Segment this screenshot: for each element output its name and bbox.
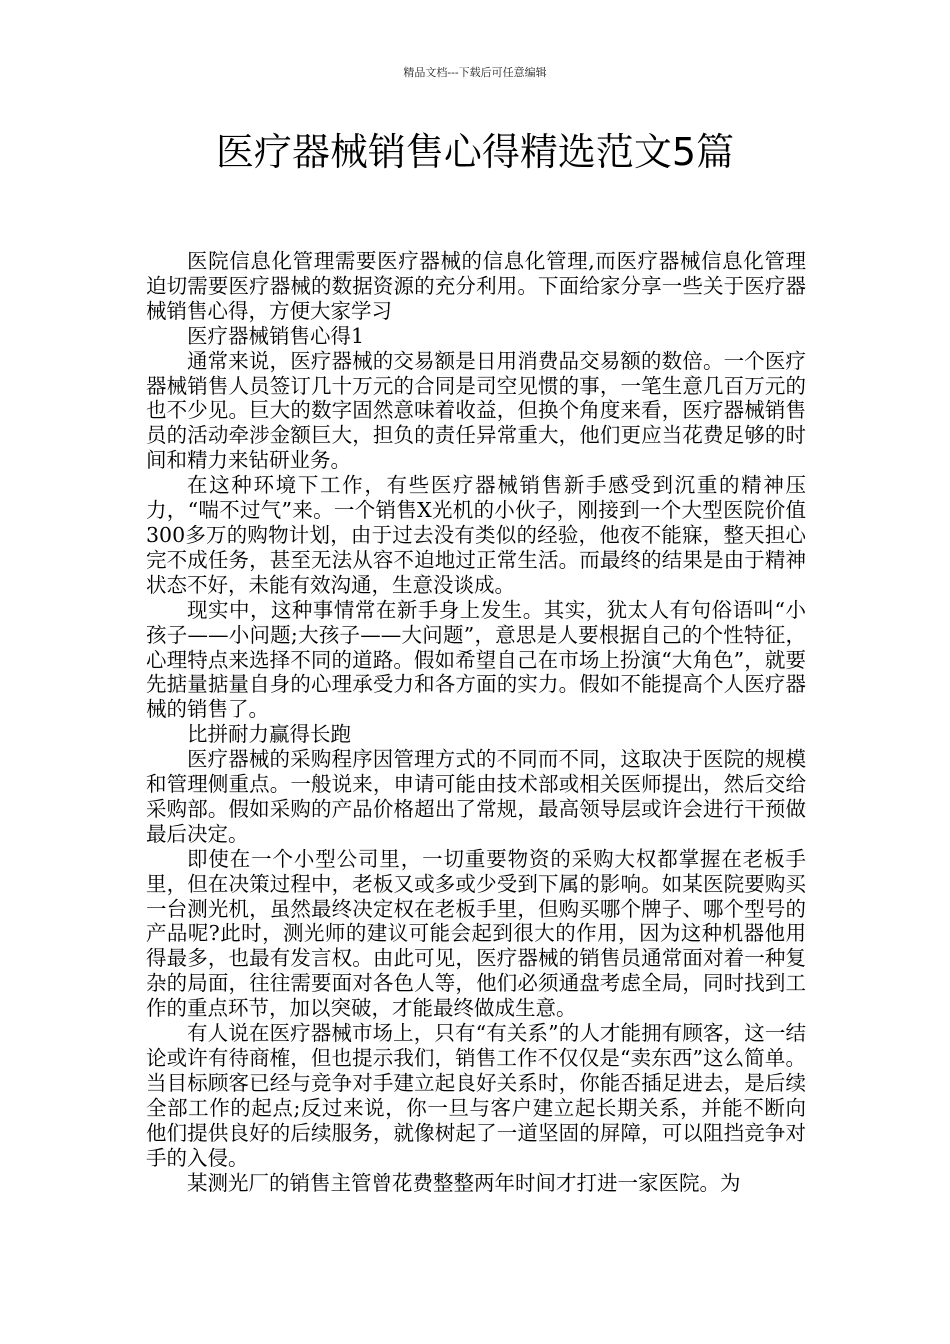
document-title: 医疗器械销售心得精选范文5篇 [215,130,735,174]
paragraph: 即使在一个小型公司里，一切重要物资的采购大权都掌握在老板手里，但在决策过程中，老板又或多或少受到下属的影响。如某医院要购买一台测光机，虽然最终决定权在老板手里，但购买哪个牌子、哪个型号的产品呢?此时，测光师的建议可能会起到很大的作用，因为这种机器他用得最多，也最有发言权。由此可见，医疗器械的销售员通常面对着一种复杂的局面，往往需要面对各色人等，他们必须通盘考虑全局，同时找到工作的重点环节，加以突破，才能最终做成生意。 [146,846,806,1021]
section-heading: 比拼耐力赢得长跑 [187,722,351,747]
paragraph: 某测光厂的销售主管曾花费整整两年时间才打进一家医院。为 [187,1170,741,1195]
paragraph: 医疗器械的采购程序因管理方式的不同而不同，这取决于医院的规模和管理侧重点。一般说来，申请可能由技术部或相关医师提出，然后交给采购部。假如采购的产品价格超出了常规，最高领导层或许会进行干预做最后决定。 [146,747,806,846]
paragraph: 通常来说，医疗器械的交易额是日用消费品交易额的数倍。一个医疗器械销售人员签订几十万元的合同是司空见惯的事，一笔生意几百万元的也不少见。巨大的数字固然意味着收益，但换个角度来看，医疗器械销售员的活动牵涉金额巨大，担负的责任异常重大，他们更应当花费足够的时间和精力来钻研业务。 [146,348,806,473]
paragraph: 有人说在医疗器械市场上，只有“有关系”的人才能拥有顾客，这一结论或许有待商榷，但也提示我们，销售工作不仅仅是“卖东西”这么简单。当目标顾客已经与竞争对手建立起良好关系时，你能否插足进去，是后续全部工作的起点;反过来说，你一旦与客户建立起长期关系，并能不断向他们提供良好的后续服务，就像树起了一道坚固的屏障，可以阻挡竞争对手的入侵。 [146,1021,806,1170]
paragraph: 在这种环境下工作，有些医疗器械销售新手感受到沉重的精神压力，“喘不过气”来。一个销售X光机的小伙子，刚接到一个大型医院价值300多万的购物计划，由于过去没有类似的经验，他夜不能寐，整天担心完不成任务，甚至无法从容不迫地过正常生活。而最终的结果是由于精神状态不好，未能有效沟通，生意没谈成。 [146,473,806,597]
document-body [146,249,806,1195]
section-heading: 医疗器械销售心得1 [187,323,365,348]
paragraph-intro: 医院信息化管理需要医疗器械的信息化管理,而医疗器械信息化管理迫切需要医疗器械的数据资源的充分利用。下面给家分享一些关于医疗器械销售心得，方便大家学习 [146,249,806,323]
header-note: 精品文档---下载后可任意编辑 [403,66,547,79]
paragraph: 现实中，这种事情常在新手身上发生。其实，犹太人有句俗语叫“小孩子——小问题;大孩子——大问题”，意思是人要根据自己的个性特征，心理特点来选择不同的道路。假如希望自己在市场上扮演“大角色”，就要先掂量掂量自身的心理承受力和各方面的实力。假如不能提高个人医疗器械的销售了。 [146,597,806,722]
